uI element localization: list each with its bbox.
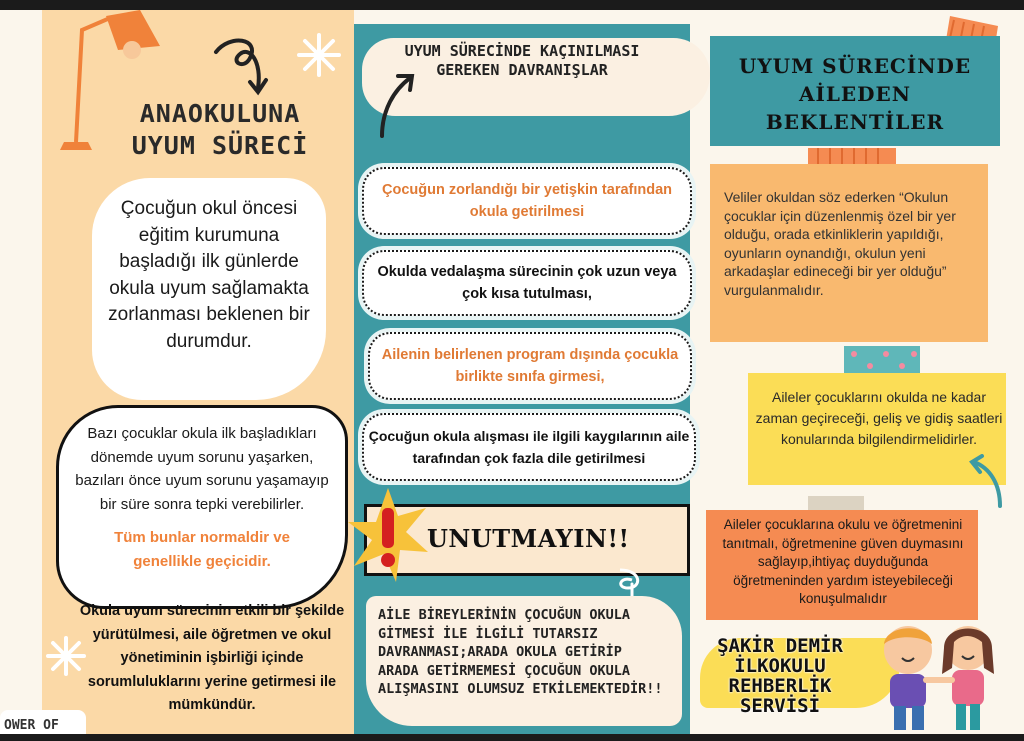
arrow-up-icon: [374, 70, 420, 140]
expectation-text: Aileler çocuklarına okulu ve öğretmenini tanıtmalı, öğretmenine güven duymasını sağlayıp,ihtiyaç duyduğunda öğretmeninden yardım isteyebileceği konuşulmalıdır: [722, 517, 964, 606]
expectations-heading: UYUM SÜRECİNDE AİLEDEN BEKLENTİLER: [738, 54, 972, 134]
children-illustration: [872, 618, 1004, 734]
avoid-item: Çocuğun okula alışması ile ilgili kaygılarının aile tarafından çok fazla dile getirilmesi: [362, 413, 696, 481]
corner-badge: OWER OF: [0, 710, 86, 734]
info-bubble: [56, 405, 348, 609]
cooperation-text: Okula uyum sürecinin etkili bir şekilde yürütülmesi, aile öğretmen ve okul yönetiminin işbirliği içinde sorumluluklarını yerine getirmesi ile mümkündür.: [79, 603, 345, 713]
expectation-text: Veliler okuldan söz ederken “Okulun çocuklar için düzenlenmiş özel bir yer olduğu, orada etkinliklerin yapıldığı, oyunların oynandığı, okulun yeni arkadaşlar edineceği bir yer olduğu” vurgulanmalıdır.: [724, 189, 956, 298]
title-line-2: UYUM SÜRECİ: [131, 131, 309, 160]
sparkle-icon: [296, 32, 342, 78]
warning-title: UNUTMAYIN!!: [427, 524, 630, 553]
avoid-heading: UYUM SÜRECİNDE KAÇINILMASI GEREKEN DAVRANIŞLAR: [404, 42, 640, 79]
intro-card: [92, 178, 326, 400]
exclamation-burst-icon: [346, 486, 430, 586]
poster: [0, 10, 1024, 734]
title-line-1: ANAOKULUNA: [139, 99, 301, 128]
warning-text-card: [366, 596, 682, 726]
avoid-item: Okulda vedalaşma sürecinin çok uzun veya çok kısa tutulması,: [362, 250, 692, 316]
intro-text: Çocuğun okul öncesi eğitim kurumuna başladığı ilk günlerde okula uyum sağlamakta zorlanması beklenen bir durumdur.: [108, 198, 310, 352]
info-bubble-text: Bazı çocuklar okula ilk başladıkları dönemde uyum sorunu yaşarken, bazıları önce uyum sorunu yaşamayıp bir süre sonra tepki verebilirler.: [75, 425, 329, 513]
warning-text: AİLE BİREYLERİNİN ÇOCUĞUN OKULA GİTMESİ İLE İLGİLİ TUTARSIZ DAVRANMASI;ARADA OKULA GETİRİP ARADA GETİRMEMESİ ÇOCUĞUN OKULA ALIŞMASINI OLUMSUZ ETKİLEMEKTEDİR!!: [378, 607, 663, 697]
expectation-card: [710, 164, 988, 342]
arrow-up-icon: [960, 454, 1010, 510]
expectations-heading-card: [710, 36, 1000, 146]
page-title: [110, 98, 330, 162]
curly-arrow-icon: [210, 32, 280, 102]
expectation-text: Aileler çocuklarını okulda ne kadar zaman geçireceği, geliş ve gidiş saatleri konularında bilgilendirmelidirler.: [755, 389, 1003, 447]
avoid-item: Çocuğun zorlandığı bir yetişkin tarafından okula getirilmesi: [362, 167, 692, 235]
avoid-item: Ailenin belirlenen program dışında çocukla birlikte sınıfa girmesi,: [368, 332, 692, 400]
expectation-card: [706, 510, 978, 620]
info-bubble-highlight: Tüm bunlar normaldir ve genellikle geçicidir.: [114, 529, 290, 570]
school-signature: ŞAKİR DEMİR İLKOKULU REHBERLİK SERVİSİ: [717, 635, 843, 717]
